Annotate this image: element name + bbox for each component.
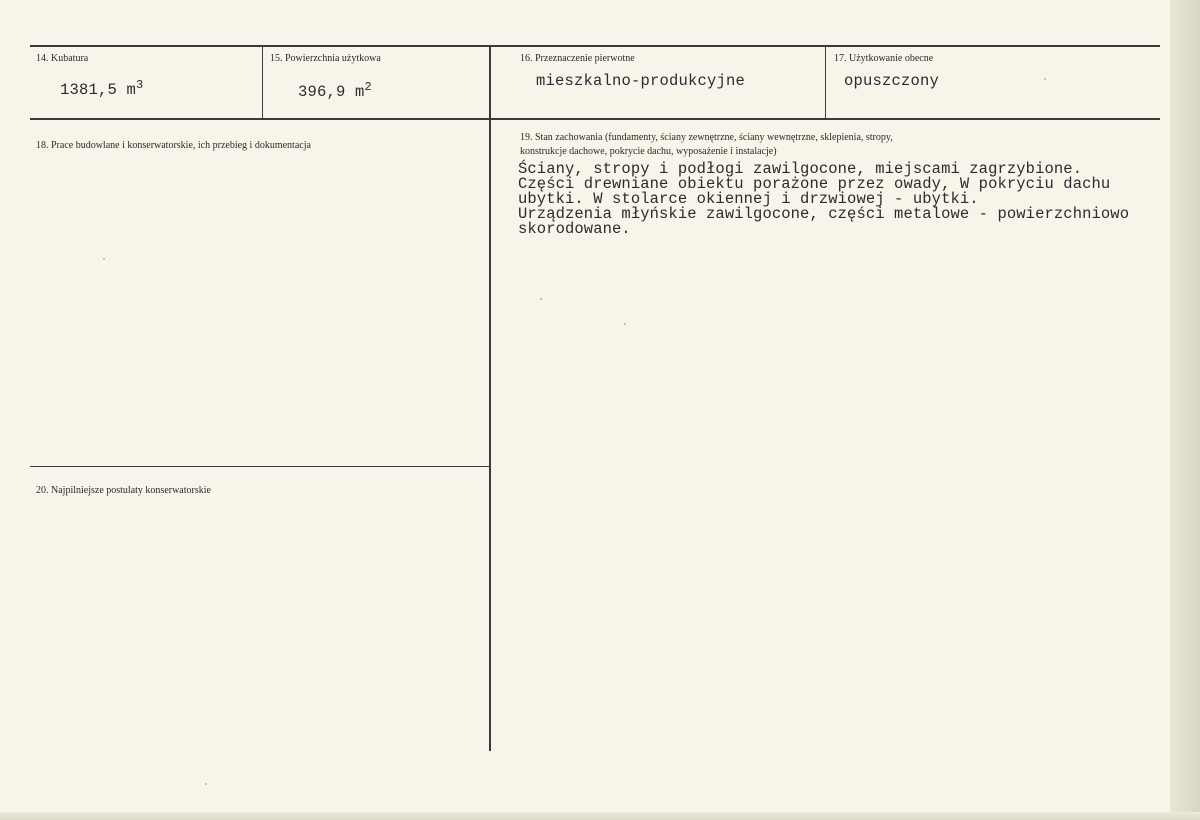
- field-14-label: 14. Kubatura: [36, 53, 89, 64]
- field-19-text: [518, 162, 1129, 237]
- field-18-label: 18. Prace budowlane i konserwatorskie, ich przebieg i dokumentacja: [36, 140, 311, 151]
- divider-16-17: [825, 47, 826, 118]
- field-16-label: 16. Przeznaczenie pierwotne: [520, 53, 635, 64]
- field-17-value: opuszczony: [844, 72, 940, 90]
- card-edge-bottom: [0, 812, 1200, 820]
- field-19-label-line2: konstrukcje dachowe, pokrycie dachu, wyposażenie i instalacje): [520, 146, 777, 157]
- field-19-line: ubytki. W stolarce okiennej i drzwiowej - ubytki.: [518, 190, 979, 208]
- paper-speck: [1044, 78, 1046, 80]
- field-19-line: skorodowane.: [518, 220, 631, 238]
- field-19-line: Części drewniane obiektu porażone przez owady, W pokryciu dachu: [518, 175, 1111, 193]
- top-rule: [30, 45, 1160, 47]
- paper-speck: [103, 258, 105, 260]
- field-15-number: 396,9 m: [298, 83, 365, 101]
- field-19-line: Urządzenia młyńskie zawilgocone, części metalowe - powierzchniowo: [518, 205, 1130, 223]
- field-19-line: Ściany, stropy i podłogi zawilgocone, miejscami zagrzybione.: [518, 160, 1083, 178]
- row1-rule: [30, 118, 1160, 120]
- main-vertical-divider: [489, 47, 491, 751]
- paper-speck: [540, 298, 542, 300]
- field-18-bottom-rule: [30, 466, 489, 467]
- paper-speck: [205, 783, 207, 785]
- field-14-value: [60, 78, 143, 99]
- field-15-value: [298, 80, 372, 101]
- field-20-label: 20. Najpilniejsze postulaty konserwatorskie: [36, 485, 211, 496]
- paper-speck: [624, 323, 626, 325]
- field-14-number: 1381,5 m: [60, 81, 137, 99]
- field-17-label: 17. Użytkowanie obecne: [834, 53, 934, 64]
- field-15-label: 15. Powierzchnia użytkowa: [270, 53, 381, 64]
- divider-14-15: [262, 47, 263, 118]
- field-19-label-line1: 19. Stan zachowania (fundamenty, ściany zewnętrzne, ściany wewnętrzne, sklepienia, stropy,: [520, 132, 893, 143]
- field-14-exponent: 3: [136, 78, 144, 92]
- field-16-value: mieszkalno-produkcyjne: [536, 72, 746, 90]
- card-edge-right: [1170, 0, 1200, 820]
- field-15-exponent: 2: [364, 80, 372, 94]
